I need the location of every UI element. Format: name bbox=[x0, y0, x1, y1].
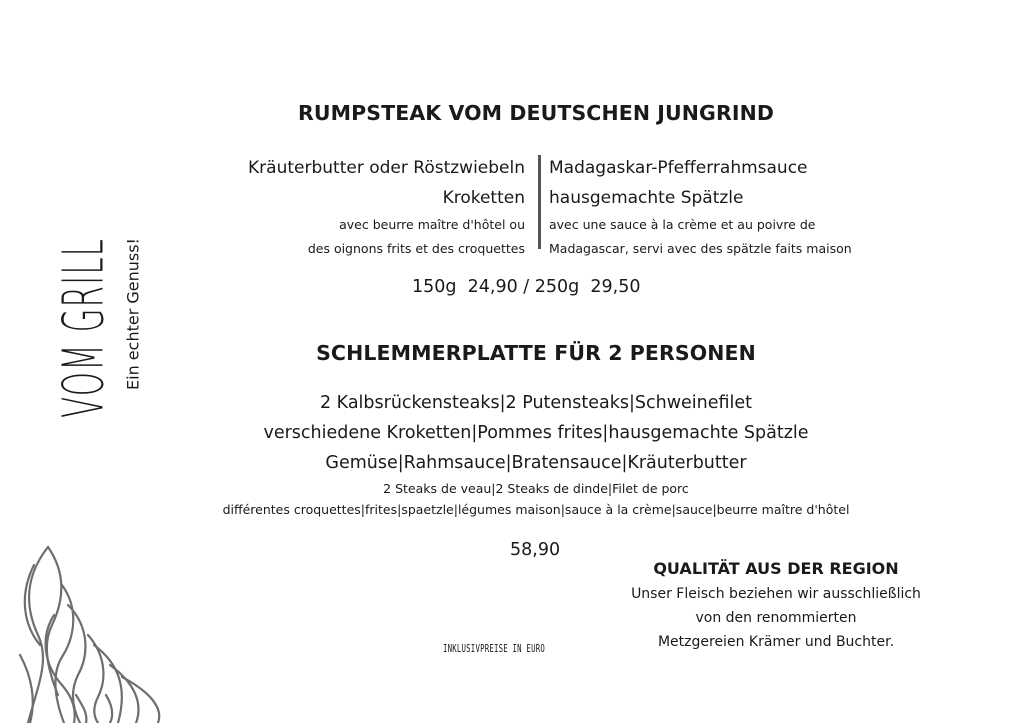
rumpsteak-right-french: avec une sauce à la crème et au poivre de bbox=[549, 217, 816, 232]
slogan: Ein echter Genuss! bbox=[123, 238, 143, 390]
rumpsteak-left-french: des oignons frits et des croquettes bbox=[307, 241, 525, 256]
schlemmerplatte-title: SCHLEMMERPLATTE FÜR 2 PERSONEN bbox=[316, 341, 756, 365]
schlemmerplatte-french: 2 Steaks de veau|2 Steaks de dinde|Filet de porc bbox=[383, 481, 689, 496]
region-line: Unser Fleisch beziehen wir ausschließlich bbox=[631, 586, 921, 602]
schlemmerplatte-line: verschiedene Kroketten|Pommes frites|hausgemachte Spätzle bbox=[263, 423, 809, 443]
rumpsteak-left-line: Kroketten bbox=[442, 188, 525, 208]
region-line: Metzgereien Krämer und Buchter. bbox=[657, 634, 895, 650]
rumpsteak-price: 150g 24,90 / 250g 29,50 bbox=[412, 277, 641, 297]
schlemmerplatte-description bbox=[0, 388, 1024, 520]
region-line: von den renommierten bbox=[695, 610, 857, 626]
prices-note: INKLUSIVPREISE IN EURO bbox=[443, 643, 545, 655]
schlemmerplatte-line: 2 Kalbsrückensteaks|2 Putensteaks|Schweinefilet bbox=[319, 393, 753, 413]
rumpsteak-left-line: Kräuterbutter oder Röstzwiebeln bbox=[248, 158, 525, 178]
rumpsteak-left-french: avec beurre maître d'hôtel ou bbox=[339, 217, 525, 232]
region-info bbox=[606, 556, 946, 654]
schlemmerplatte-french: différentes croquettes|frites|spaetzle|légumes maison|sauce à la crème|sauce|beurre maître d'hôtel bbox=[222, 502, 850, 517]
rumpsteak-title: RUMPSTEAK VOM DEUTSCHEN JUNGRIND bbox=[298, 101, 774, 125]
rumpsteak-right-line: hausgemachte Spätzle bbox=[549, 188, 744, 208]
rumpsteak-right-french: Madagascar, servi avec des spätzle faits maison bbox=[549, 241, 852, 256]
rumpsteak-right-line: Madagaskar-Pfefferrahmsauce bbox=[549, 158, 808, 178]
flame-icon bbox=[18, 545, 168, 723]
rumpsteak-right-column bbox=[549, 153, 949, 261]
vom-grill-title: VOM GRILL bbox=[51, 238, 117, 418]
rumpsteak-left-column bbox=[140, 153, 525, 261]
schlemmerplatte-line: Gemüse|Rahmsauce|Bratensauce|Kräuterbutter bbox=[325, 453, 747, 473]
region-title: QUALITÄT AUS DER REGION bbox=[653, 559, 899, 578]
column-divider bbox=[538, 155, 541, 249]
schlemmerplatte-price: 58,90 bbox=[510, 540, 561, 560]
